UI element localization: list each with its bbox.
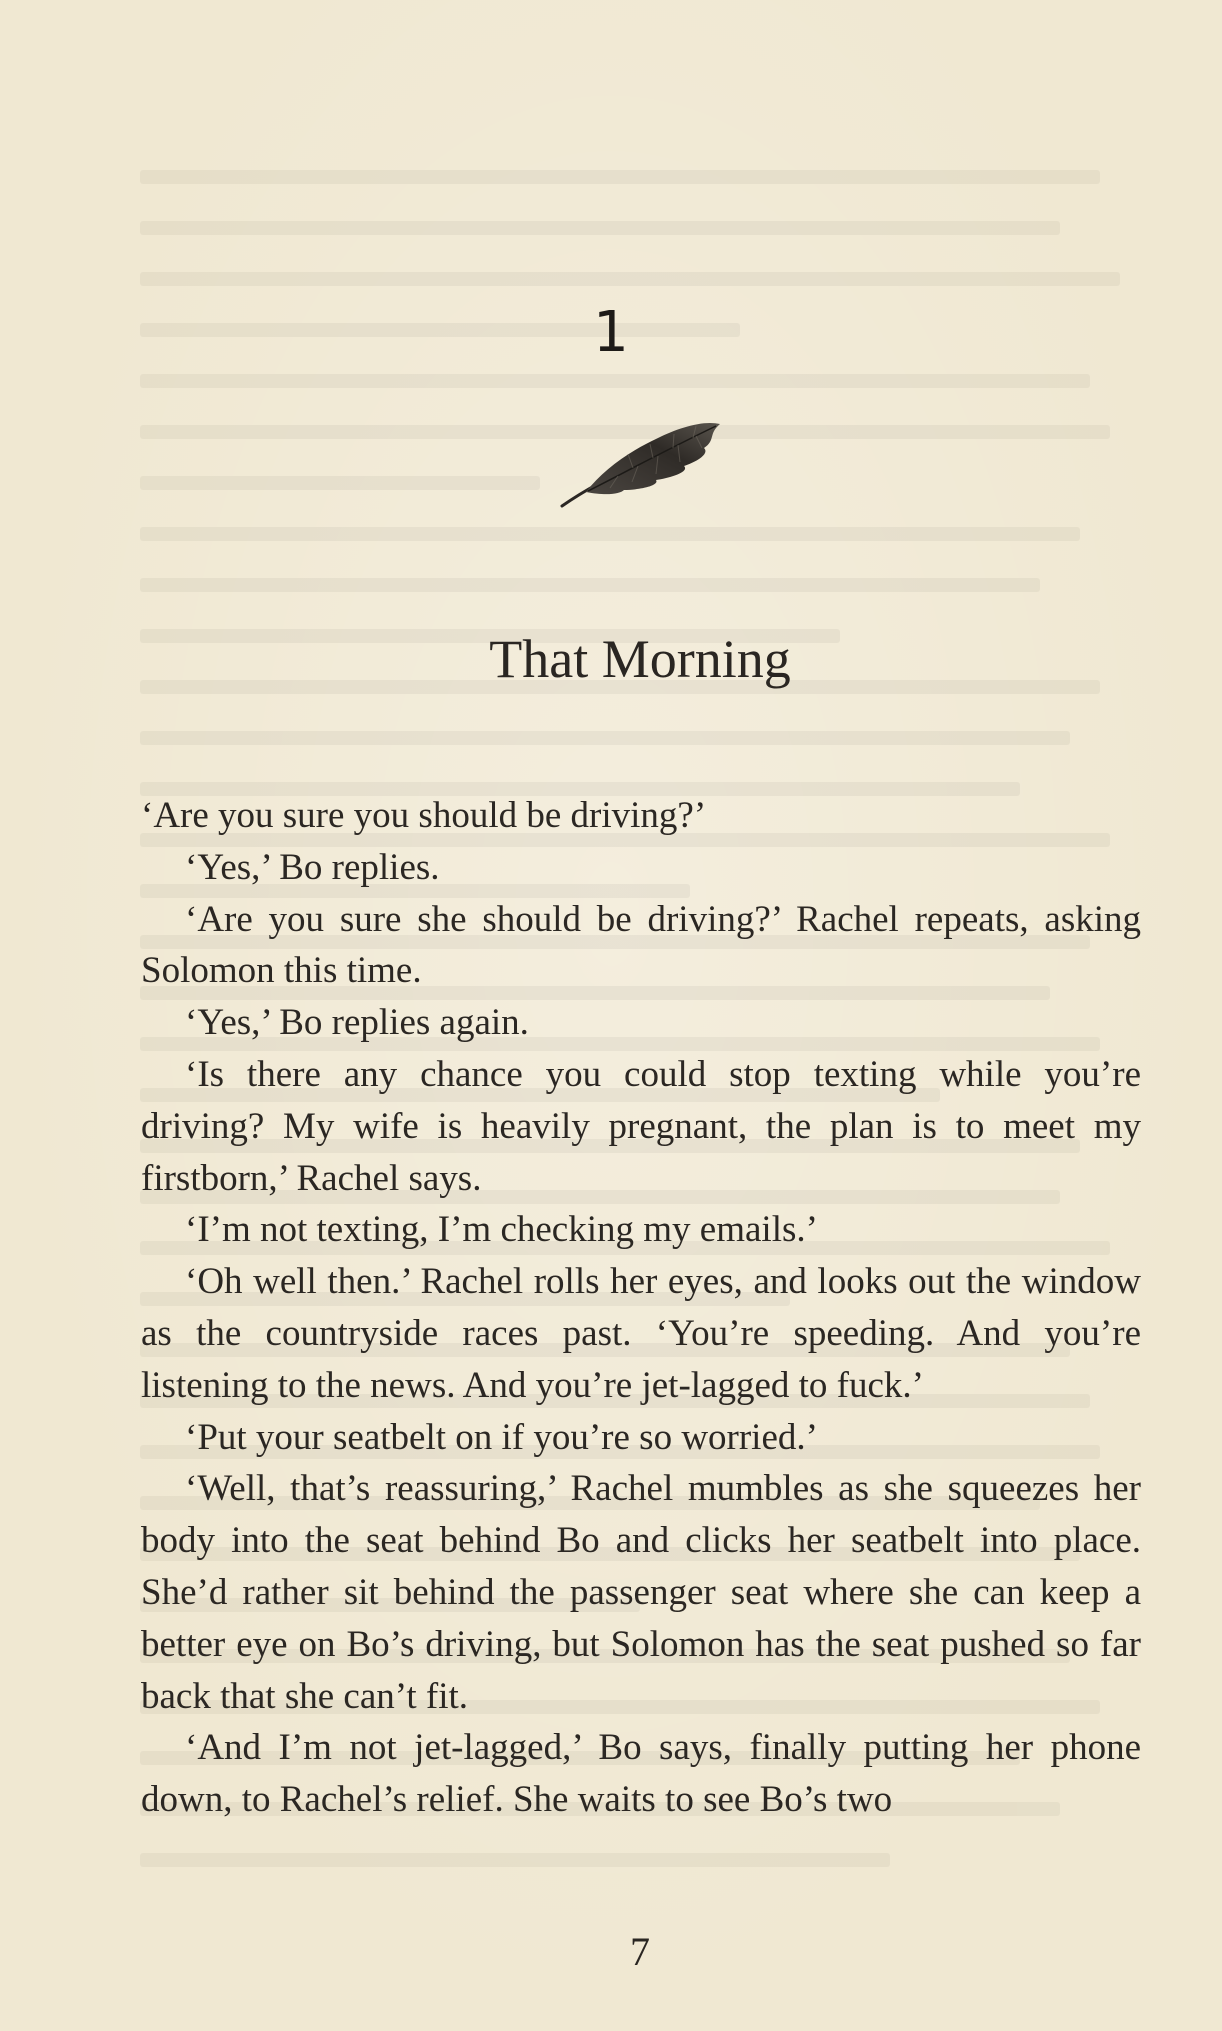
paragraph: ‘Are you sure she should be driving?’ Rachel repeats, asking Solomon this time. [141, 898, 1141, 992]
chapter-body [141, 790, 1141, 1826]
feather-icon [558, 418, 728, 510]
paragraph: ‘I’m not texting, I’m checking my emails.’ [185, 1209, 818, 1251]
paragraph: ‘Is there any chance you could stop texting while you’re driving? My wife is heavily pregnant, the plan is to meet my firstborn,’ Rachel says. [141, 1053, 1141, 1199]
page-number: 7 [630, 1929, 650, 1974]
chapter-number: 1 [593, 300, 629, 365]
paragraph: ‘Oh well then.’ Rachel rolls her eyes, and looks out the window as the countryside races past. ‘You’re speeding. And you’re listening to the news. And you’re jet-lagged to fuck.’ [141, 1261, 1141, 1406]
chapter-title: That Morning [489, 629, 791, 689]
paragraph: ‘And I’m not jet-lagged,’ Bo says, finally putting her phone down, to Rachel’s relief. She waits to see Bo’s two [141, 1727, 1141, 1821]
paragraph: ‘Well, that’s reassuring,’ Rachel mumbles as she squeezes her body into the seat behind Bo and clicks her seatbelt into place. She’d rather sit behind the passenger seat where she can keep a better eye on Bo’s driving, but Solomon has the seat pushed so far back that she can’t fit. [141, 1468, 1141, 1717]
paragraph: ‘Yes,’ Bo replies again. [185, 1002, 529, 1044]
paragraph: ‘Put your seatbelt on if you’re so worried.’ [185, 1416, 818, 1458]
paragraph: ‘Yes,’ Bo replies. [185, 846, 440, 888]
paragraph: ‘Are you sure you should be driving?’ [141, 795, 707, 836]
